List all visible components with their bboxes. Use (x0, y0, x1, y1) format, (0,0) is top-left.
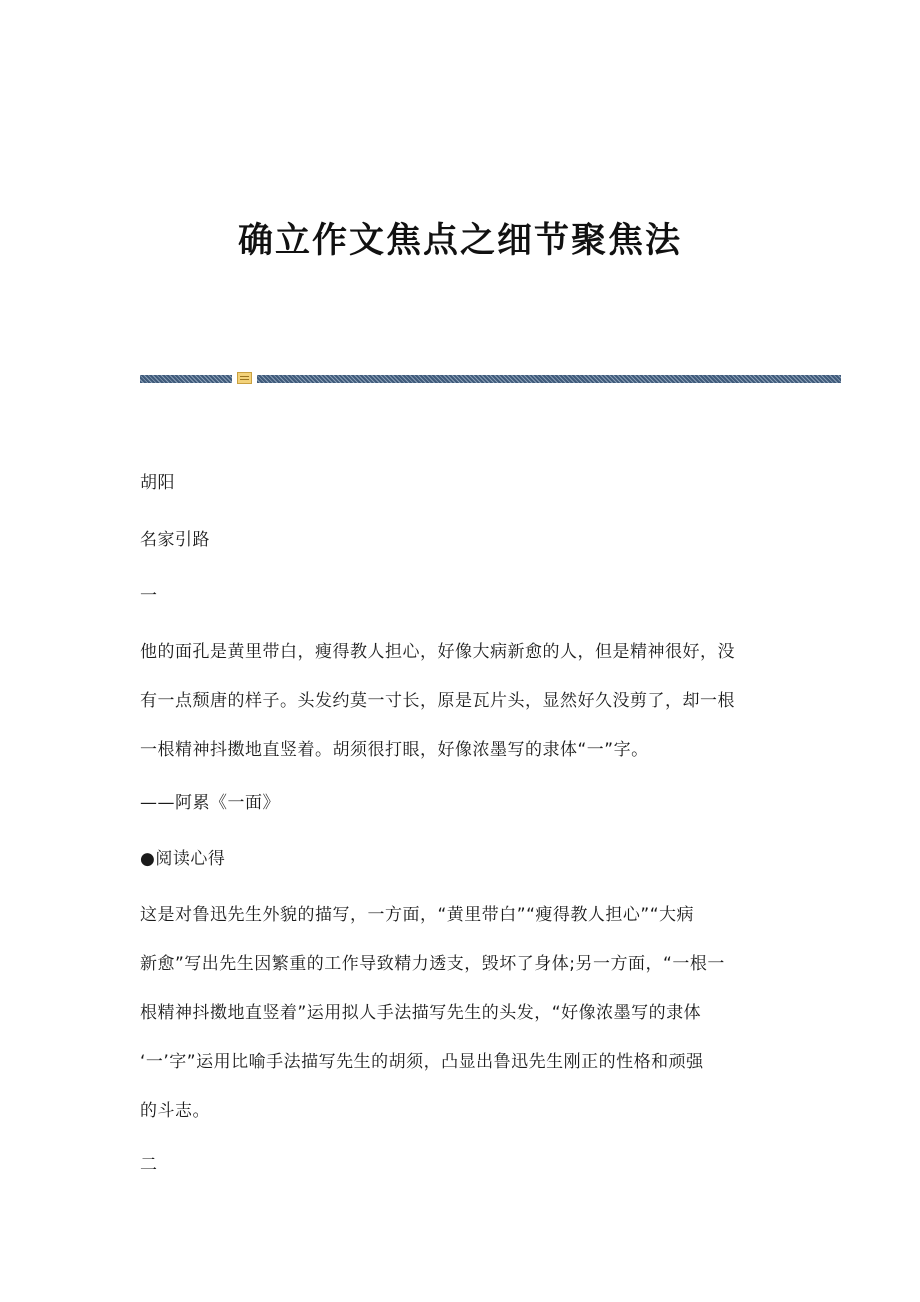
excerpt-line: 他的面孔是黄里带白，瘦得教人担心，好像大病新愈的人，但是精神很好，没 (140, 642, 735, 662)
author-name: 胡阳 (140, 473, 175, 493)
commentary-line: 新愈”写出先生因繁重的工作导致精力透支，毁坏了身体;另一方面，“一根一 (140, 954, 725, 974)
divider-ornament-icon (237, 372, 252, 384)
commentary-line: 的斗志。 (140, 1101, 210, 1121)
excerpt-line: 有一点颓唐的样子。头发约莫一寸长，原是瓦片头，显然好久没剪了，却一根 (140, 691, 735, 711)
excerpt-line: 一根精神抖擞地直竖着。胡须很打眼，好像浓墨写的隶体“一”字。 (140, 740, 649, 760)
section-number-two: 二 (140, 1155, 158, 1175)
divider-bar-right (257, 375, 841, 383)
title-divider (140, 375, 841, 383)
reading-heading: ●阅读心得 (140, 849, 226, 869)
document-title: 确立作文焦点之细节聚焦法 (237, 220, 682, 261)
section-number-one: 一 (140, 586, 158, 606)
commentary-line: ‘一’字”运用比喻手法描写先生的胡须，凸显出鲁迅先生刚正的性格和顽强 (140, 1052, 704, 1072)
commentary-line: 根精神抖擞地直竖着”运用拟人手法描写先生的头发，“好像浓墨写的隶体 (140, 1003, 702, 1023)
commentary-paragraph (140, 903, 785, 1123)
excerpt-paragraph (140, 640, 785, 762)
divider-bar-left (140, 375, 232, 383)
column-name: 名家引路 (140, 530, 210, 550)
excerpt-source: ——阿累《一面》 (140, 793, 280, 813)
commentary-line: 这是对鲁迅先生外貌的描写，一方面，“黄里带白”“瘦得教人担心”“大病 (140, 905, 695, 925)
